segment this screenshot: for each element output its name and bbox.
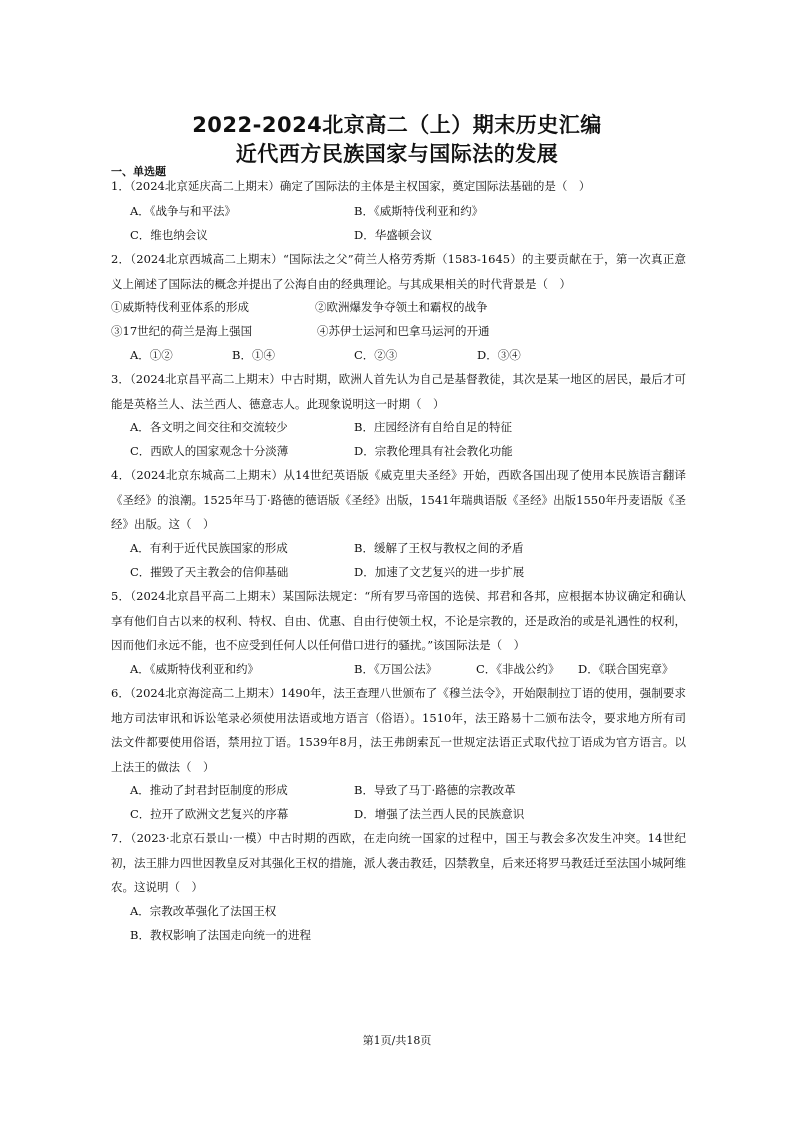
question-1-option-b: B．《威斯特伐利亚和约》 bbox=[354, 204, 484, 218]
question-5-option-b: B．《万国公法》 bbox=[354, 662, 438, 676]
question-5-option-a: A．《威斯特伐利亚和约》 bbox=[130, 662, 260, 676]
question-1-stem: 1．（2024北京延庆高二上期末）确定了国际法的主体是主权国家，奠定国际法基础的是（ ） bbox=[111, 179, 591, 193]
question-2-option-a: A．①② bbox=[130, 348, 173, 362]
question-1-option-c: C．维也纳会议 bbox=[130, 228, 208, 242]
document-title: 2022-2024北京高二（上）期末历史汇编 bbox=[192, 113, 602, 137]
question-6-stem: 6．（2024北京海淀高二上期末）1490年，法王查理八世颁布了《穆兰法令》，开始限制拉丁语的使用，强制要求地方司法审讯和诉讼笔录必须使用法语或地方语言（俗语）。1510年，法王路易十二颁布法令，要求地方所有司法文件都要使用俗语，禁用拉丁语。1539年8月，法王弗朗索瓦一世规定法语正式取代拉丁语成为官方语言。以上法王的做法（ ） bbox=[111, 686, 686, 774]
question-5-option-d: D．《联合国宪章》 bbox=[578, 662, 674, 676]
question-2-item-2: ②欧洲爆发争夺领土和霸权的战争 bbox=[315, 300, 488, 314]
question-3-option-b: B．庄园经济有自给自足的特征 bbox=[354, 420, 512, 434]
question-2-option-b: B．①④ bbox=[232, 348, 275, 362]
question-2-item-4: ④苏伊士运河和巴拿马运河的开通 bbox=[317, 324, 490, 338]
question-4-option-b: B．缓解了王权与教权之间的矛盾 bbox=[354, 541, 524, 555]
question-4-option-d: D．加速了文艺复兴的进一步扩展 bbox=[354, 565, 525, 579]
document-subtitle: 近代西方民族国家与国际法的发展 bbox=[235, 142, 559, 166]
question-4-option-a: A．有利于近代民族国家的形成 bbox=[130, 541, 288, 555]
question-2-item-1: ①威斯特伐利亚体系的形成 bbox=[111, 300, 249, 314]
question-6-option-c: C．拉开了欧洲文艺复兴的序幕 bbox=[130, 807, 289, 821]
question-5-stem: 5．（2024北京昌平高二上期末）某国际法规定：“所有罗马帝国的选侯、邦君和各邦，应根据本协议确定和确认享有他们自古以来的权利、特权、自由、优惠、自由行使领土权，不论是宗教的，还是政治的或是礼遇性的权利，因而他们永远不能，也不应受到任何人以任何借口进行的骚扰。”该国际法是（ ） bbox=[111, 589, 686, 652]
question-7-option-b: B．教权影响了法国走向统一的进程 bbox=[130, 928, 311, 942]
question-4-option-c: C．摧毁了天主教会的信仰基础 bbox=[130, 565, 289, 579]
question-5-option-c: C．《非战公约》 bbox=[476, 662, 560, 676]
question-3-option-d: D．宗教伦理具有社会教化功能 bbox=[354, 444, 513, 458]
page-number-footer: 第1页/共18页 bbox=[362, 1034, 432, 1047]
section-heading: 一、单选题 bbox=[111, 165, 166, 178]
question-2-stem: 2．（2024北京西城高二上期末）“国际法之父”荷兰人格劳秀斯（1583-1645）的主要贡献在于，第一次真正意义上阐述了国际法的概念并提出了公海自由的经典理论。与其成果相关的时代背景是（ ） bbox=[111, 252, 686, 291]
question-2-option-d: D．③④ bbox=[477, 348, 521, 362]
question-3-option-c: C．西欧人的国家观念十分淡薄 bbox=[130, 444, 289, 458]
question-4-stem: 4．（2024北京东城高二上期末）从14世纪英语版《威克里夫圣经》开始，西欧各国出现了使用本民族语言翻译《圣经》的浪潮。1525年马丁·路德的德语版《圣经》出版，1541年瑞典语版《圣经》出版1550年丹麦语版《圣经》出版。这（ ） bbox=[111, 468, 686, 531]
question-2-option-c: C．②③ bbox=[354, 348, 398, 362]
question-7-option-a: A．宗教改革强化了法国王权 bbox=[130, 904, 277, 918]
question-6-option-b: B．导致了马丁·路德的宗教改革 bbox=[354, 783, 516, 797]
question-1-option-d: D．华盛顿会议 bbox=[354, 228, 433, 242]
question-6-option-a: A．推动了封君封臣制度的形成 bbox=[130, 783, 288, 797]
question-2-item-3: ③17世纪的荷兰是海上强国 bbox=[111, 324, 253, 338]
question-3-stem: 3．（2024北京昌平高二上期末）中古时期，欧洲人首先认为自己是基督教徒，其次是某一地区的居民，最后才可能是英格兰人、法兰西人、德意志人。此现象说明这一时期（ ） bbox=[111, 372, 686, 411]
question-7-stem: 7．（2023·北京石景山·一模）中古时期的西欧，在走向统一国家的过程中，国王与教会多次发生冲突。14世纪初，法王腓力四世因教皇反对其强化王权的措施，派人袭击教廷，囚禁教皇，后来还将罗马教廷迁至法国小城阿维农。这说明（ ） bbox=[111, 831, 686, 894]
question-3-option-a: A．各文明之间交往和交流较少 bbox=[130, 420, 288, 434]
question-6-option-d: D．增强了法兰西人民的民族意识 bbox=[354, 807, 525, 821]
question-1-option-a: A．《战争与和平法》 bbox=[130, 204, 237, 218]
